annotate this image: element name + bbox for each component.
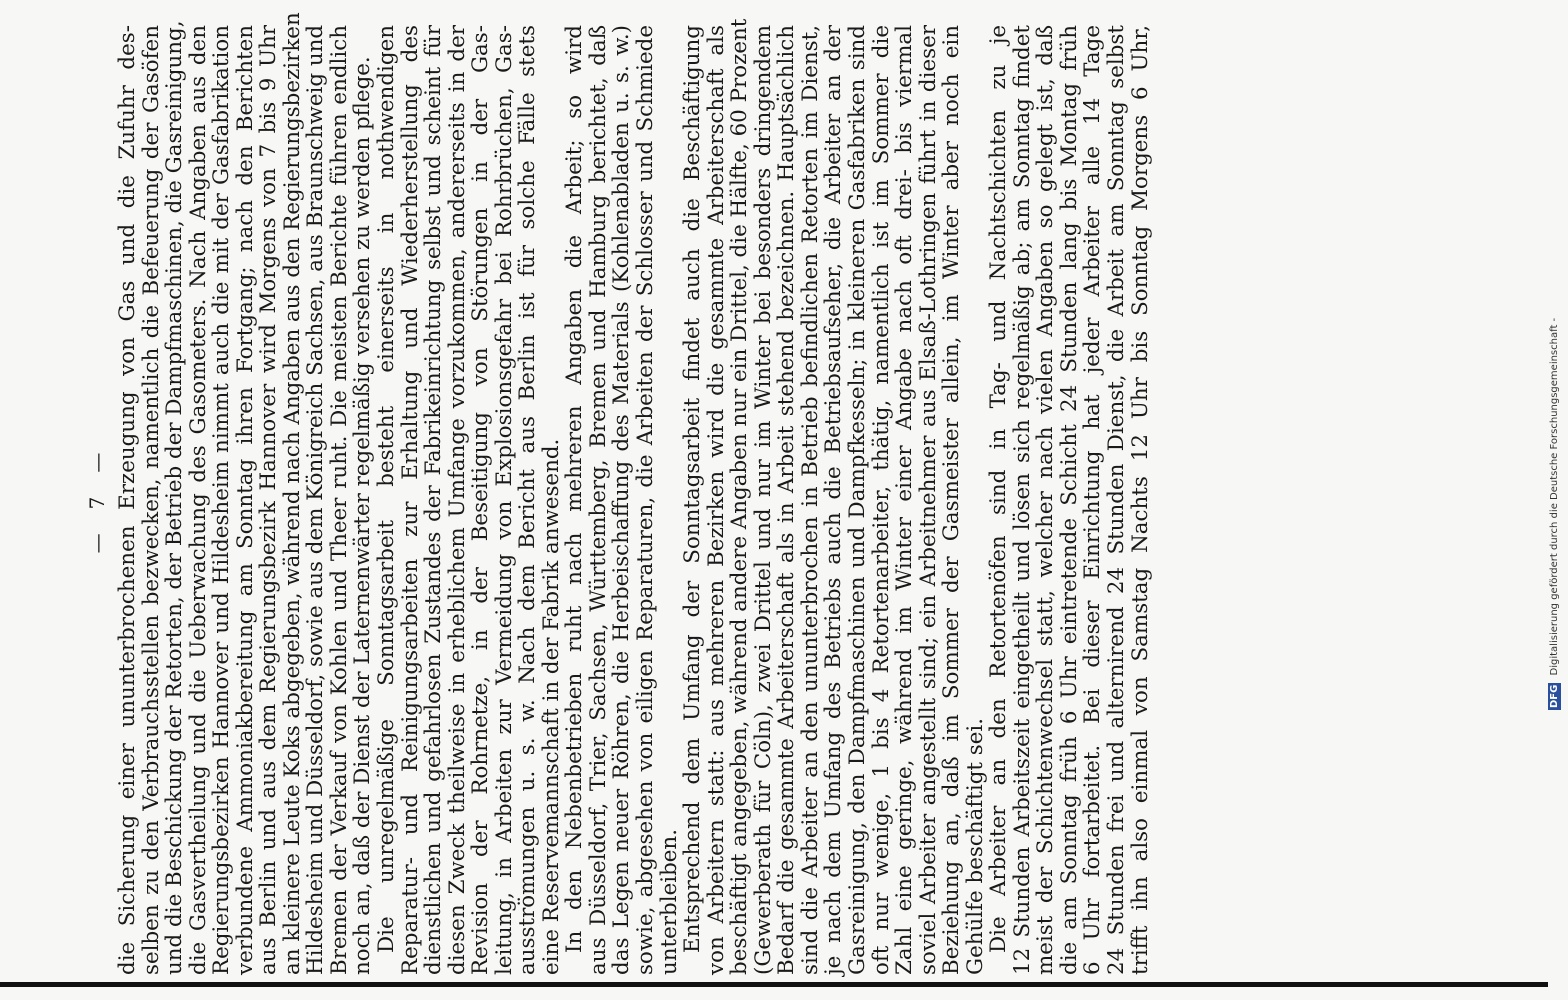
text-line: das Legen neuer Röhren, die Herbeischaffung des Materials (Kohlenabladen u. s. w.) xyxy=(609,25,635,975)
text-line: 6 Uhr fortarbeitet. Bei dieser Einrichtung hat jeder Arbeiter alle 14 Tage xyxy=(1080,25,1106,975)
text-line: die am Sonntag früh 6 Uhr eintretende Schicht 24 Stunden lang bis Montag früh xyxy=(1056,25,1082,975)
text-line: Bremen der Verkauf von Kohlen und Theer ruht. Die meisten Berichte führen endlich xyxy=(326,25,352,975)
text-line: noch an, daß der Dienst der Laternenwärter regelmäßig versehen zu werden pflege. xyxy=(350,56,376,975)
text-line: soviel Arbeiter angestellt sind; ein Arbeitnehmer aus Elsaß-Lothringen führt in dieser xyxy=(915,25,941,975)
text-line: die Gasvertheilung und die Ueberwachung des Gasometers. Nach Angaben aus den xyxy=(185,25,211,975)
rotated-page xyxy=(80,12,1260,975)
text-line: In den Nebenbetrieben ruht nach mehreren Angaben die Arbeit; so wird xyxy=(562,25,588,953)
text-line: Zahl eine geringe, während im Winter einer Angabe nach oft drei- bis viermal xyxy=(892,25,918,975)
page-header xyxy=(80,25,114,975)
text-line: Reparatur- und Reinigungsarbeiten zur Erhaltung und Wiederherstellung des xyxy=(397,25,423,975)
text-line: leitung, in Arbeiten zur Vermeidung von Explosionsgefahr bei Rohrbrüchen, Gas- xyxy=(491,25,517,975)
text-line: und die Beschickung der Retorten, der Betrieb der Dampfmaschinen, die Gasreinigung, xyxy=(162,20,188,975)
page-number: 7 xyxy=(85,490,109,510)
text-line: ausströmungen u. s. w. Nach dem Bericht aus Berlin ist für solche Fälle stets xyxy=(515,25,541,975)
text-line: eine Reservemannschaft in der Fabrik anwesend. xyxy=(538,438,564,975)
text-line: sind die Arbeiter an den ununterbrochen in Betrieb befindlichen Retorten im Dienst, xyxy=(797,25,823,975)
text-line: meist der Schichtenwechsel statt, welcher nach vielen Angaben so gelegt ist, daß xyxy=(1033,25,1059,975)
text-line: Regierungsbezirken Hannover und Hildesheim nimmt auch die mit der Gasfabrikation xyxy=(209,25,235,975)
text-line: unterbleiben. xyxy=(656,829,682,975)
text-line: die Sicherung einer ununterbrochenen Erzeugung von Gas und die Zufuhr des- xyxy=(115,25,140,975)
text-line: je nach dem Umfang des Betriebs auch die Betriebsaufseher, die Arbeiter an der xyxy=(821,25,847,975)
text-line: oft nur wenige, 1 bis 4 Retortenarbeiter, thätig, namentlich ist im Sommer die xyxy=(868,25,894,975)
text-line: 12 Stunden Arbeitszeit eingetheilt und lösen sich regelmäßig ab; am Sonntag findet xyxy=(1009,25,1035,975)
digitization-note xyxy=(1548,20,1561,710)
header-dash-left: — xyxy=(85,527,109,554)
text-line: an kleinere Leute Koks abgegeben, während nach Angaben aus den Regierungsbezirken xyxy=(279,12,305,975)
text-line: aus Düsseldorf, Trier, Sachsen, Württemberg, Bremen und Hamburg berichtet, daß xyxy=(585,25,611,975)
text-line: 24 Stunden frei und alternirend 24 Stunden Dienst, die Arbeit am Sonntag selbst xyxy=(1103,25,1129,975)
header-dash-right: — xyxy=(85,446,109,473)
text-line: Die Arbeiter an den Retortenöfen sind in Tag- und Nachtschichten zu je xyxy=(986,25,1012,953)
text-line: beschäftigt angegeben, während andere Angaben nur ein Drittel, die Hälfte, 60 Prozent xyxy=(727,18,753,975)
text-line: diesen Zweck theilweise in erheblichem Umfange vorzukommen, andererseits in der xyxy=(444,25,470,975)
text-line: trifft ihn also einmal von Samstag Nachts 12 Uhr bis Sonntag Morgens 6 Uhr, xyxy=(1127,25,1153,975)
text-line: Beziehung an, daß im Sommer der Gasmeister allein, im Winter aber noch ein xyxy=(939,25,965,975)
text-line: Gehülfe beschäftigt sei. xyxy=(962,717,988,975)
text-line: selben zu den Verbrauchsstellen bezwecken, namentlich die Befeuerung der Gasöfen xyxy=(138,25,164,975)
text-line: (Gewerberath für Cöln), zwei Drittel und nur im Winter bei besonders dringendem xyxy=(750,25,776,975)
text-line: Revision der Rohrnetze, in der Beseitigung von Störungen in der Gas- xyxy=(468,25,494,975)
text-line: Die unregelmäßige Sonntagsarbeit besteht einerseits in nothwendigen xyxy=(374,25,400,953)
text-line: Gasreinigung, den Dampfmaschinen und Dampfkesseln; in kleineren Gasfabriken sind xyxy=(844,25,870,975)
text-line: verbundene Ammoniakbereitung am Sonntag ihren Fortgang; nach den Berichten xyxy=(232,25,258,975)
text-line: aus Berlin und aus dem Regierungsbezirk Hannover wird Morgens von 7 bis 9 Uhr xyxy=(256,25,282,975)
text-line: sowie, abgesehen von eiligen Reparaturen, die Arbeiten der Schlosser und Schmiede xyxy=(633,25,659,975)
text-line: von Arbeitern statt: aus mehreren Bezirken wird die gesammte Arbeiterschaft als xyxy=(703,25,729,975)
text-line: dienstlichen und gefahrlosen Zustandes der Fabrikeinrichtung selbst und scheint für xyxy=(421,25,447,975)
text-line: Hildesheim und Düsseldorf, sowie aus dem Königreich Sachsen, aus Braunschweig und xyxy=(303,24,329,975)
dfg-logo: DFG xyxy=(1549,684,1560,708)
body-text xyxy=(115,12,1153,975)
text-line: Entsprechend dem Umfang der Sonntagsarbeit findet auch die Beschäftigung xyxy=(680,25,706,953)
digitization-text: Digitalisierung gefördert durch die Deutsche Forschungsgemeinschaft - xyxy=(1549,317,1560,676)
page-edge-rule xyxy=(0,982,1548,987)
text-line: Bedarf die gesammte Arbeiterschaft als in Arbeit stehend bezeichnen. Hauptsächlich xyxy=(774,25,800,975)
